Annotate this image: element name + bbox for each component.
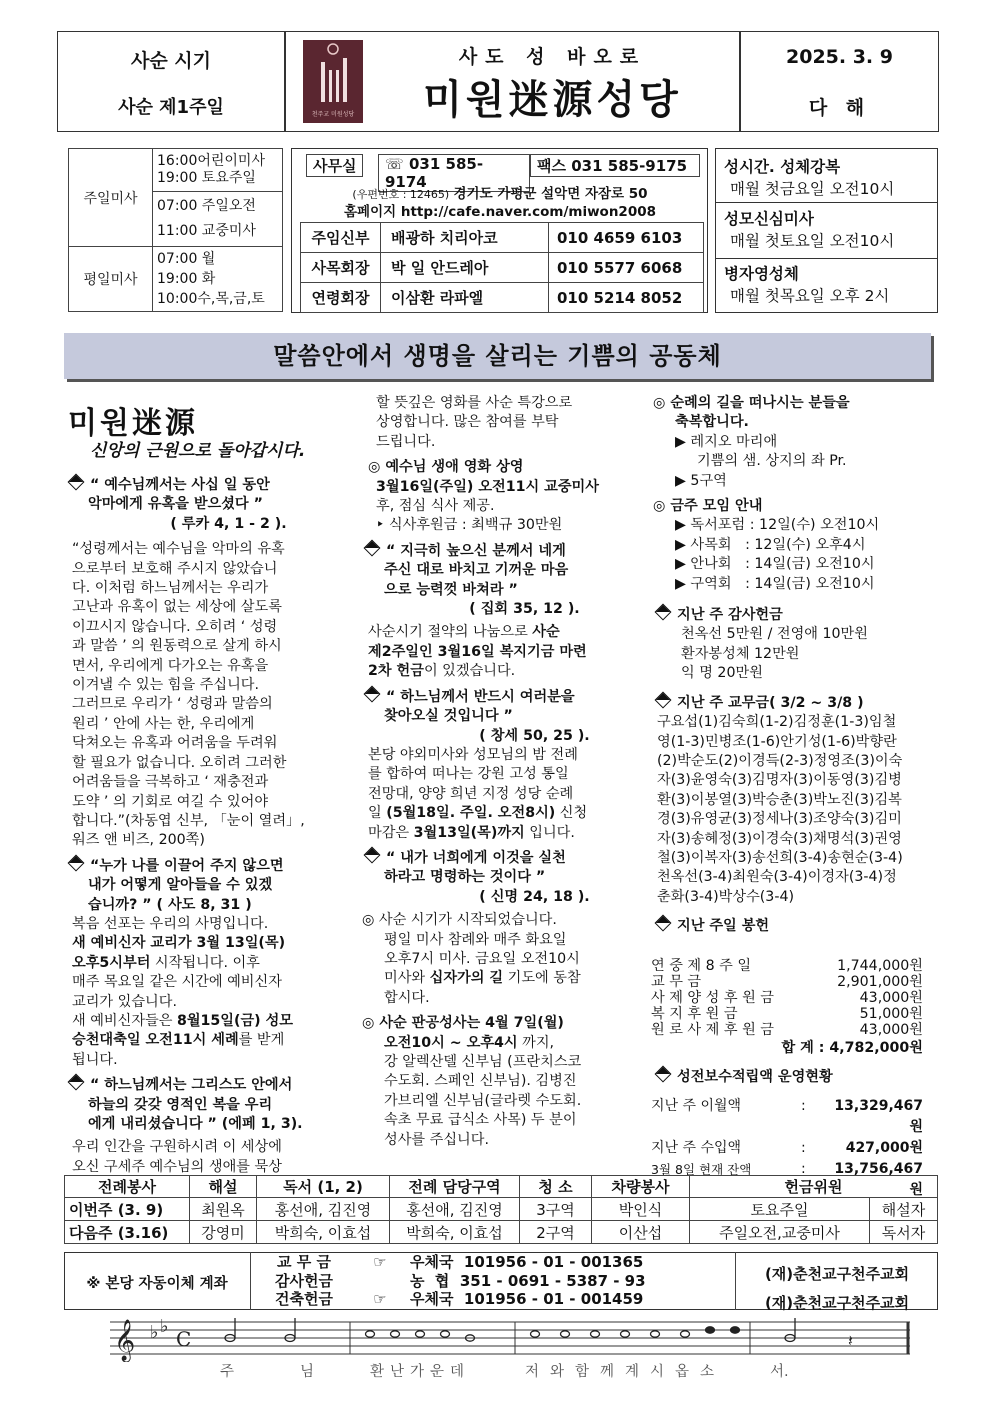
sunday-mass-label: 주일미사: [69, 149, 153, 247]
diamond-icon: [655, 604, 672, 621]
diamond-icon: [655, 1066, 672, 1083]
fax-label: 팩스: [537, 157, 566, 175]
parish-name: 미원迷源성당: [423, 76, 682, 123]
homepage-url[interactable]: http://cafe.naver.com/miwon2008: [400, 204, 657, 220]
fund-row: 지난 주 이월액 : 13,329,467원: [651, 1098, 923, 1135]
offering-row: 원 로 사 제 후 원 금 43,000원: [651, 1022, 923, 1038]
event-title: 성시간. 성체강복: [724, 158, 841, 176]
header-divider-right: [739, 31, 741, 132]
event-title: 병자영성체: [724, 265, 799, 283]
phone-icon: ☏: [385, 155, 409, 173]
sunday-time-3: 07:00 주일오전: [157, 198, 256, 214]
header-divider-left: [284, 31, 286, 132]
hand-icon: ☞: [373, 1253, 387, 1271]
weekday-time-2: 19:00 화: [157, 271, 216, 287]
offering-row: 사 제 양 성 후 원 금 43,000원: [651, 990, 923, 1006]
staff-phone: 010 5577 6068: [549, 253, 704, 283]
offering-row: 교 무 금 2,901,000원: [651, 974, 923, 990]
staff-role: 사목회장: [301, 253, 381, 283]
sunday-time-2: 19:00 토요주일: [157, 170, 256, 186]
address-line: [295, 182, 705, 202]
sunday-time-1: 16:00어린이미사: [157, 153, 265, 169]
offering-total: 합 계 : 4,782,000원: [781, 1040, 923, 1056]
bank-label: ※ 본당 자동이체 계좌: [86, 1276, 228, 1292]
diamond-icon: [68, 1074, 85, 1091]
office-tel: 031 585-9174: [385, 155, 484, 191]
staff-table: [300, 222, 704, 313]
year-label: 다 해: [808, 97, 871, 119]
duty-table: [64, 1175, 938, 1244]
weekday-time-3: 10:00수,목,금,토: [157, 291, 265, 307]
column-3: ◎ 순례의 길을 떠나시는 분들을 축복합니다. ▶ 레지오 마리애 기쁨의 샘. 상지의 좌 Pr. ▶ 5구역 ◎ 금주 모임 안내 ▶ 독서포럼 : 12일(수) 오전10시 ▶ 사목회 : 12일(수) 오후4시 ▶ 안나회 : 14일(금) 오전10시 ▶ 구역회 : 14일(금) 오전10시 지난 주 감사헌금 천옥선 5만원 / 전영애 10만원 환자봉성체 12만원 익 명 20만원 지난 주 교무금( 3/2 ~ 3/8 ) 구요섭(1)김숙희(1-2)김정훈(1-3)임철 영(1-3)민병조(1-6)안기성(1-6)박향란 (2)박순도(2)이경득(2-3)정영조(3)이숙 자(3)윤영숙(3)김명자(3)이동영(3)김병 환(3)이봉열(3)박승춘(3)박노진(3)김복 경(3)유영균(3)정세나(3)조양숙(3)김미 자(3)송혜정(3)이경숙(3)채명석(3)권영 철(3)이복자(3)송선희(3-4)송현순(3-4) 천옥선(3-4)최원숙(3-4)이경자(3-4)정 춘화(3-4)박상수(3-4) 지난 주일 봉헌: [653, 395, 903, 935]
fund-row: 지난 주 수입액 : 427,000원: [651, 1140, 923, 1156]
duty-header: 청 소: [520, 1176, 592, 1198]
song-lyrics: 주 님 환난가운데 저와함께계시옵소 서.: [220, 1364, 789, 1380]
hand-icon: ☞: [373, 1290, 387, 1308]
duty-header: 전례봉사: [65, 1176, 190, 1198]
office-fax: 031 585-9175: [571, 157, 688, 175]
bank-divider-2: [735, 1252, 736, 1310]
diamond-icon: [364, 846, 381, 863]
rest-icon: 𝄽: [848, 1331, 853, 1350]
staff-name: 배광하 치리아코: [381, 223, 549, 253]
column-logo-sub: 신앙의 근원으로 돌아갑시다.: [90, 441, 306, 461]
season-label: 사순 시기: [130, 50, 212, 72]
sunday-time-4: 11:00 교중미사: [157, 223, 256, 239]
duty-header: 독서 (1, 2): [257, 1176, 390, 1198]
duty-row: 다음주 (3.16) 강영미 박희숙, 이효섭 박희숙, 이효섭 2구역 이산섭 주일오전,교중미사 독서자: [65, 1221, 938, 1244]
duty-row: 이번주 (3. 9) 최원옥 홍선애, 김진영 홍선애, 김진영 3구역 박인식 토요주일 해설자: [65, 1198, 938, 1221]
staff-role: 주임신부: [301, 223, 381, 253]
duty-header: 헌금위원: [690, 1176, 938, 1198]
diamond-icon: [68, 854, 85, 871]
diamond-icon: [655, 915, 672, 932]
bank-divider: [250, 1252, 251, 1310]
column-logo: 미원迷源: [68, 406, 198, 441]
offering-row: 복 지 후 원 금 51,000원: [651, 1006, 923, 1022]
address: 경기도 가평군 설악면 자잠로 50: [453, 186, 648, 202]
fund-section: 성전보수적립액 운영현황: [653, 1068, 938, 1087]
flat-icon: ♭: [160, 1316, 169, 1337]
staff-role: 연령회장: [301, 283, 381, 313]
common-time-icon: C: [176, 1327, 192, 1351]
homepage-label: 홈페이지: [343, 204, 397, 220]
staff-name: 박 일 안드레아: [381, 253, 549, 283]
event-detail: 매월 첫토요일 오전10시: [730, 232, 895, 250]
event-detail: 매월 첫목요일 오후 2시: [730, 287, 890, 305]
column-2: 할 뜻깊은 영화를 사순 특강으로 상영합니다. 많은 참여를 부탁 드립니다. ◎ 예수님 생애 영화 상영 3월16일(주일) 오전11시 교중미사 후, 점심 식사 제공. ‣ 식사후원금 : 최백규 30만원 “ 지극히 높으신 분께서 네게 주신 대로 바치고 기꺼운 마음 으로 능력껏 바쳐라 ” ( 집회 35, 12 ). 사순시기 절약의 나눔으로 사순 제2주일인 3월16일 복지기금 마련 2차 헌금이 있겠습니다. “ 하느님께서 반드시 여러분을 찾아오실 것입니다 ” ( 창세 50, 25 ). 본당 야외미사와 성모님의 밤 전례 를 합하여 떠나는 강원 고성 통일 전망대, 양양 희년 지정 성당 순례 일 (5월18일. 주일. 오전8시) 신청 마감은 3월13일(목)까지 입니다. “ 내가 너희에게 이것을 실천 하라고 명령하는 것이다 ” ( 신명 24, 18 ). ◎ 사순 시기가 시작되었습니다. 평일 미사 참례와 매주 화요일 오후7시 미사. 금요일 오전10시 미사와 십자가의 길 기도에 동참 합시다. ◎ 사순 판공성사는 4월 7일(월) 오전10시 ~ 오후4시 까지, 강 알렉산델 신부님 (프란치스코 수도회. 스페인 신부님). 김병진 가브리엘 신부님(글라렛 수도회. 속초 무료 급식소 사목) 두 분이 성사를 주십니다.: [362, 395, 599, 1148]
duty-header: 해설: [190, 1176, 257, 1198]
diamond-icon: [364, 685, 381, 702]
bank-owner: (재)춘천교구천주교회: [764, 1294, 910, 1312]
diamond-icon: [655, 691, 672, 708]
bank-owner: (재)춘천교구천주교회: [764, 1265, 910, 1283]
event-title: 성모신심미사: [724, 210, 814, 228]
treble-clef-icon: 𝄞: [114, 1320, 136, 1361]
diamond-icon: [68, 474, 85, 491]
diamond-icon: [364, 539, 381, 556]
mass-times-table: [68, 148, 283, 312]
logo-text: 천주교 미원성당: [311, 111, 355, 118]
duty-header: 차량봉사: [592, 1176, 690, 1198]
org-title: 사도 성 바오로: [458, 46, 647, 68]
staff-phone: 010 5214 8052: [549, 283, 704, 313]
music-staff: [110, 1316, 910, 1362]
motto-banner: 말씀안에서 생명을 살리는 기쁨의 공동체: [64, 333, 931, 379]
events-divider-1: [715, 202, 938, 203]
parish-logo: [303, 40, 363, 123]
staff-name: 이삼환 라파엘: [381, 283, 549, 313]
bank-accounts: 교 무 금 ☞ 우체국 101956 - 01 - 001365 감사헌금 농 협 351 - 0691 - 5387 - 93 건축헌금 ☞ 우체국 101956 - 01 - 001459: [275, 1253, 646, 1308]
staff-phone: 010 4659 6103: [549, 223, 704, 253]
postal-code: (우편번호 : 12465): [352, 188, 450, 201]
office-label: 사무실: [306, 154, 363, 177]
offerings-list: [651, 958, 923, 1056]
weekday-time-1: 07:00 월: [157, 251, 216, 267]
date-label: 2025. 3. 9: [786, 46, 893, 68]
week-label: 사순 제1주일: [118, 97, 224, 118]
column-1: “ 예수님께서는 사십 일 동안 악마에게 유혹을 받으셨다 ” ( 루카 4, 1 - 2 ). “성령께서는 예수님을 악마의 유혹 으로부터 보호해 주시지 않았습니 다. 이처럼 하느님께서는 우리가 고난과 유혹이 없는 세상에 살도록 이끄시지 않습니다. 오히려 ‘ 성령 과 말씀 ’ 의 원동력으로 살게 하시 면서, 우리에게 다가오는 유혹을 이겨낼 수 있는 힘을 주십니다. 그러므로 우리가 ‘ 성령과 말씀의 원리 ’ 안에 사는 한, 우리에게 닥쳐오는 유혹과 어려움을 두려워 할 필요가 없습니다. 오히려 그러한 어려움들을 극복하고 ‘ 재충전과 도약 ’ 의 기회로 여길 수 있어야 합니다.”(차동엽 신부, 「눈이 열려」, 워즈 앤 비즈, 200쪽) “누가 나를 이끌어 주지 않으면 내가 어떻게 알아들을 수 있겠 습니까? ” ( 사도 8, 31 ) 복음 선포는 우리의 사명입니다. 새 예비신자 교리가 3월 13일(목) 오후5시부터 시작됩니다. 이후 매주 목요일 같은 시간에 예비신자 교리가 있습니다. 새 예비신자들은 8월15일(금) 성모 승천대축일 오전11시 세례를 받게 됩니다. “ 하느님께서는 그리스도 안에서 하늘의 갖갖 영적인 복을 우리 에게 내리셨습니다 ” (에페 1, 3). 우리 인간을 구원하시려 이 세상에 오신 구세주 예수님의 생애를 묵상: [66, 476, 351, 1177]
homepage-line: [295, 200, 705, 220]
fund-row: 3월 8일 현재 잔액 : 13,756,467원: [651, 1161, 923, 1198]
events-divider-2: [715, 258, 938, 259]
event-detail: 매월 첫금요일 오전10시: [730, 180, 895, 198]
weekday-mass-label: 평일미사: [69, 247, 153, 312]
duty-header: 전례 담당구역: [390, 1176, 520, 1198]
office-row: [300, 154, 700, 191]
offering-row: 연 중 제 8 주 일 1,744,000원: [651, 958, 923, 974]
flat-icon: ♭: [150, 1322, 159, 1343]
